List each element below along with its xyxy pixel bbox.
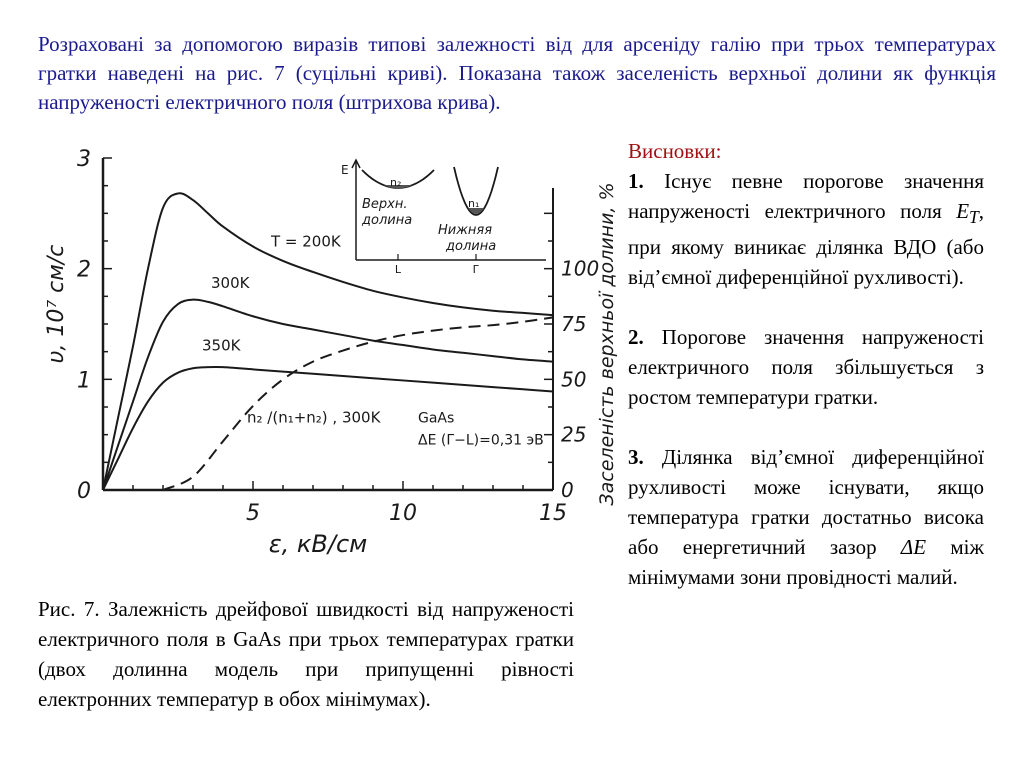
velocity-field-figure <box>30 140 618 580</box>
chart-annotations <box>44 182 618 558</box>
series-line-2 <box>103 300 553 490</box>
y-tick-label: 1 <box>77 368 91 394</box>
band-diagram-inset <box>341 160 546 276</box>
y2-tick-label: 25 <box>561 422 587 447</box>
y-tick-label: 3 <box>77 147 91 172</box>
conclusion-text: Існує певне порогове значення напруженості електричного поля <box>628 169 984 223</box>
conclusion-number: 3. <box>628 445 644 470</box>
x-tick-label: 15 <box>539 501 567 526</box>
x-axis-label: ε, кВ/см <box>268 530 368 558</box>
conclusion-symbol: ΔE <box>900 535 927 560</box>
y2-axis-label: Заселеність верхньої долини, % <box>596 182 618 506</box>
conclusions-block <box>628 136 984 592</box>
conclusion-text: , при якому виникає ділянка ВДО (або від’ємної диференційної рухливості). <box>628 199 984 290</box>
inset-lower-label-1: Нижняя <box>438 223 493 238</box>
y-tick-label: 0 <box>77 479 91 504</box>
x-tick-label: 5 <box>246 501 260 526</box>
conclusion-item-3 <box>628 442 984 592</box>
conclusion-text: Порогове значення напруженості електричного поля збільшується з ростом температури гратки. <box>628 325 984 410</box>
inset-l-label: L <box>394 263 402 276</box>
conclusion-number: 2. <box>628 325 644 350</box>
conclusion-item-2 <box>628 322 984 412</box>
conclusion-subscript: T <box>969 207 979 228</box>
y2-tick-label: 100 <box>561 256 600 281</box>
series-label-300k: 300K <box>211 274 250 293</box>
y2-tick-label: 0 <box>561 478 574 502</box>
inset-upper-label-1: Верхн. <box>362 197 408 212</box>
inset-e-label: E <box>341 163 349 177</box>
dashed-series-label: n₂ /(n₁+n₂) , 300K <box>247 408 381 427</box>
y2-tick-label: 75 <box>561 312 587 336</box>
inset-n1-label: n₁ <box>468 197 480 210</box>
series-line-3 <box>103 367 553 490</box>
material-label: GaAs <box>418 410 455 427</box>
drift-velocity-chart <box>30 140 618 580</box>
conclusion-text: між мінімумами зони провідності малий. <box>628 535 984 590</box>
energy-gap-label: ΔE (Γ−L)=0,31 эВ <box>418 432 544 449</box>
series-label-350k: 350K <box>202 336 241 355</box>
y2-tick-label: 50 <box>561 367 587 392</box>
y-tick-label: 2 <box>77 257 91 283</box>
inset-g-label: Г <box>472 263 480 276</box>
y-axis-label: υ, 10⁷ см/с <box>44 244 69 364</box>
x-tick-label: 10 <box>389 501 417 526</box>
conclusions-title: Висновки: <box>628 139 722 163</box>
conclusion-symbol: E <box>956 199 970 223</box>
conclusion-text: Ділянка від’ємної диференційної рухливості може існувати, якщо температура гратки достатньо висока або енергетичний зазор <box>628 445 984 560</box>
conclusion-number: 1. <box>628 169 644 193</box>
figure-caption: Рис. 7. Залежність дрейфової швидкості від напруженості електричного поля в GaAs при трьох температурах гратки (двох долинна модель при припущенні рівності електронних температур в обох мінімумах). <box>38 597 574 711</box>
inset-lower-label-2: долина <box>446 239 497 254</box>
intro-paragraph: Розраховані за допомогою виразів типові залежності від для арсеніду галію при трьох температурах гратки наведені на рис. 7 (суцільні криві). Показана також заселеність верхньої долини як функція напруженості електричного поля (штрихова крива). <box>38 32 996 114</box>
conclusion-item-1 <box>628 166 984 292</box>
series-label-200k: T = 200K <box>271 232 341 251</box>
inset-n2-label: n₂ <box>390 176 402 189</box>
inset-upper-label-2: долина <box>362 213 413 228</box>
